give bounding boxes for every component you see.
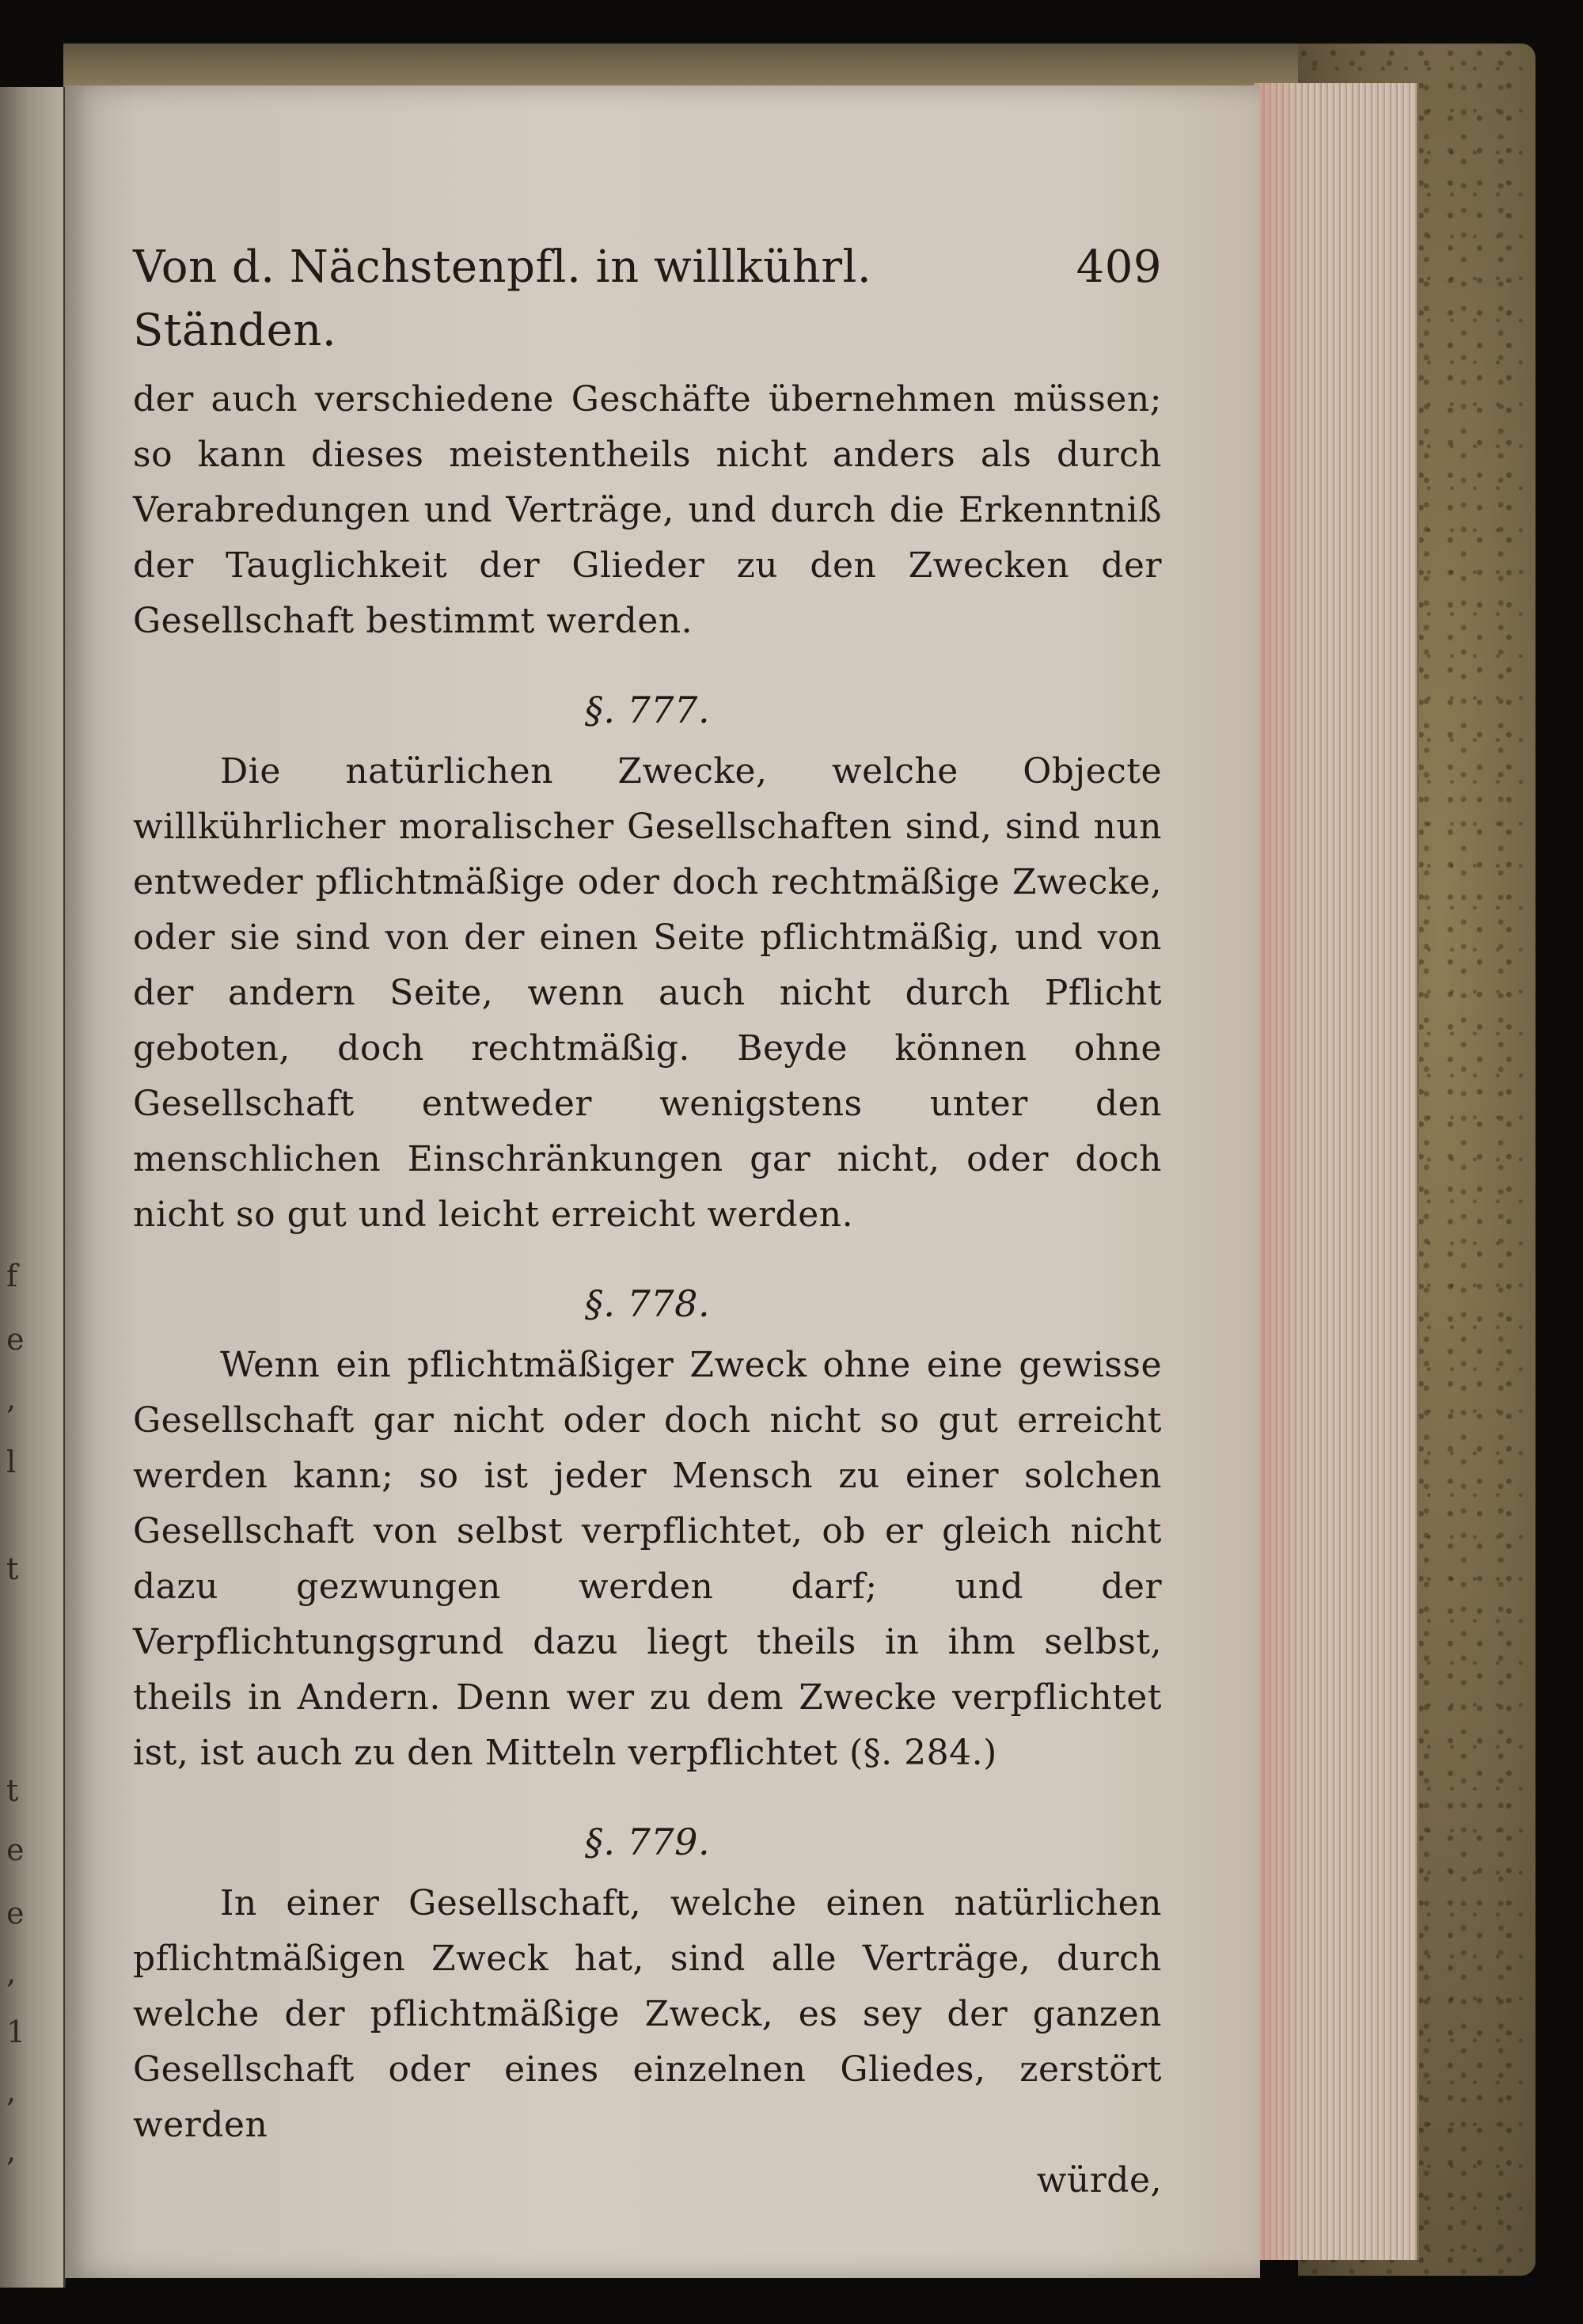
section-heading-778: §. 778. bbox=[584, 1282, 711, 1325]
left-page-letter: , bbox=[6, 1955, 17, 1990]
left-page-letter: e bbox=[6, 1832, 25, 1867]
running-head-title: Von d. Nächstenpfl. in willkührl. Ständen. bbox=[133, 241, 872, 356]
book-page bbox=[65, 85, 1260, 2278]
paragraph-779: In einer Gesellschaft, welche einen natürlichen pflichtmäßigen Zweck hat, sind alle Verträge, durch welche der pflichtmäßige Zweck, es sey der ganzen Gesellschaft oder eines einzelnen Gliedes, zerstört werden bbox=[133, 1883, 1162, 2145]
left-page-letter: e bbox=[6, 1322, 25, 1357]
left-page-edge bbox=[0, 87, 66, 2288]
paragraph-777: Die natürlichen Zwecke, welche Objecte willkührlicher moralischer Gesellschaften sind, sind nun entweder pflichtmäßige oder doch rechtmäßige Zwecke, oder sie sind von der einen Seite pflichtmäßig, und von der andern Seite, wenn auch nicht durch Pflicht geboten, doch rechtmäßig. Beyde können ohne Gesellschaft entweder wenigstens unter den menschlichen Einschränkungen gar nicht, oder doch nicht so gut und leicht erreicht werden. bbox=[133, 751, 1162, 1235]
section-heading-777: §. 777. bbox=[584, 689, 711, 731]
left-page-letter: e bbox=[6, 1896, 25, 1931]
left-page-letter: t bbox=[6, 1773, 19, 1808]
page-fore-edge bbox=[1255, 83, 1419, 2260]
paragraph-continuation: der auch verschiedene Geschäfte übernehmen müssen; so kann dieses meistentheils nicht anders als durch Verabredungen und Verträge, und durch die Erkenntniß der Tauglichkeit der Glieder zu den Zwecken der Gesellschaft bestimmt werden. bbox=[133, 379, 1162, 641]
running-head bbox=[133, 236, 1162, 363]
left-page-letter: l bbox=[6, 1445, 17, 1479]
paragraph-778: Wenn ein pflichtmäßiger Zweck ohne eine gewisse Gesellschaft gar nicht oder doch nicht so gut erreicht werden kann; so ist jeder Mensch zu einer solchen Gesellschaft von selbst verpflichtet, ob er gleich nicht dazu gezwungen werden darf; und der Verpflichtungsgrund dazu liegt theils in ihm selbst, theils in Andern. Denn wer zu dem Zwecke verpflichtet ist, ist auch zu den Mitteln verpflichtet (§. 284.) bbox=[133, 1345, 1162, 1773]
cover-top-edge bbox=[63, 44, 1330, 91]
section-heading-779: §. 779. bbox=[584, 1821, 711, 1863]
page-text-block bbox=[133, 236, 1162, 2208]
left-page-letter: 1 bbox=[6, 2015, 26, 2049]
left-page-letter: , bbox=[6, 2074, 17, 2109]
left-page-letter: , bbox=[6, 1381, 17, 1416]
left-page-letter: , bbox=[6, 2133, 17, 2168]
catchword: würde, bbox=[1036, 2160, 1162, 2201]
left-page-letter: t bbox=[6, 1551, 19, 1586]
page-number: 409 bbox=[1076, 241, 1162, 293]
left-page-letter: f bbox=[6, 1259, 18, 1293]
